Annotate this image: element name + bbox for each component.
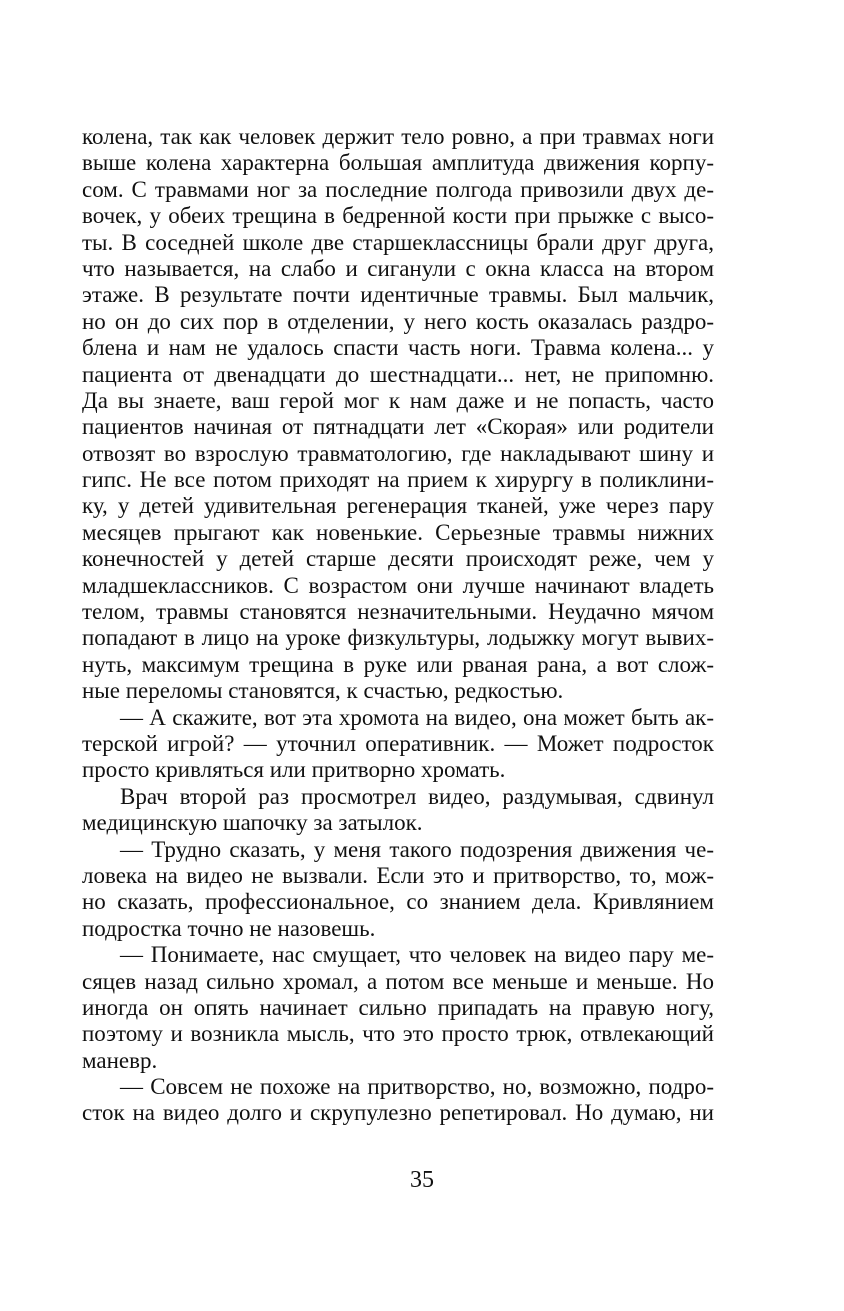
- text-line: ку, у детей удивительная регенерация тканей, уже через пару: [82, 493, 714, 519]
- text-line: что называется, на слабо и сиганули с окна класса на втором: [82, 255, 714, 281]
- text-line: сток на видео долго и скрупулезно репетировал. Но думаю, ни: [82, 1100, 714, 1126]
- text-line: ные переломы становятся, к счастью, редкостью.: [82, 678, 564, 704]
- text-line: ловека на видео не вызвали. Если это и притворство, то, мож-: [82, 862, 714, 888]
- text-line: — Понимаете, нас смущает, что человек на видео пару ме-: [120, 942, 714, 968]
- text-line: гипс. Не все потом приходят на прием к хирургу в поликлини-: [82, 467, 714, 493]
- text-line: конечностей у детей старше десяти происходят реже, чем у: [82, 546, 714, 572]
- text-line: попадают в лицо на уроке физкультуры, лодыжку могут вывих-: [82, 625, 714, 651]
- text-line: младшеклассников. С возрастом они лучше начинают владеть: [82, 572, 714, 598]
- text-line: Врач второй раз просмотрел видео, раздумывая, сдвинул: [120, 783, 714, 809]
- text-line: сом. С травмами ног за последние полгода привозили двух де-: [82, 176, 714, 202]
- text-line: отвозят во взрослую травматологию, где накладывают шину и: [82, 440, 714, 466]
- body-text: [82, 124, 714, 1127]
- text-line: — Совсем не похоже на притворство, но, возможно, подро-: [120, 1074, 714, 1100]
- text-line: маневр.: [82, 1047, 158, 1073]
- text-line: сяцев назад сильно хромал, а потом все меньше и меньше. Но: [82, 968, 714, 994]
- text-line: нуть, максимум трещина в руке или рваная рана, а вот слож-: [82, 651, 714, 677]
- text-line: медицинскую шапочку за затылок.: [82, 810, 423, 836]
- text-line: колена, так как человек держит тело ровно, а при травмах ноги: [82, 124, 714, 149]
- text-line: блена и нам не удалось спасти часть ноги. Травма колена... у: [82, 335, 714, 361]
- text-line: — Трудно сказать, у меня такого подозрения движения че-: [120, 836, 714, 862]
- text-line: вочек, у обеих трещина в бедренной кости при прыжке с высо-: [82, 203, 714, 229]
- text-line: терской игрой? — уточнил оперативник. — Может подросток: [82, 730, 714, 756]
- text-line: Да вы знаете, ваш герой мог к нам даже и не попасть, часто: [82, 387, 714, 413]
- text-line: этаже. В результате почти идентичные травмы. Был мальчик,: [82, 282, 714, 308]
- text-line: телом, травмы становятся незначительными. Неудачно мячом: [82, 599, 714, 625]
- text-line: месяцев прыгают как новенькие. Серьезные травмы нижних: [82, 519, 714, 545]
- text-line: ты. В соседней школе две старшеклассницы брали друг друга,: [82, 229, 714, 255]
- text-line: просто кривляться или притворно хромать.: [82, 757, 506, 783]
- text-line: выше колена характерна большая амплитуда движения корпу-: [82, 150, 714, 176]
- text-line: иногда он опять начинает сильно припадать на правую ногу,: [82, 994, 714, 1020]
- text-line: — А скажите, вот эта хромота на видео, она может быть ак-: [120, 704, 714, 730]
- text-line: поэтому и возникла мысль, что это просто трюк, отвлекающий: [82, 1021, 714, 1047]
- text-line: пациента от двенадцати до шестнадцати... нет, не припомню.: [82, 361, 714, 387]
- text-line: подростка точно не назовешь.: [82, 915, 376, 941]
- page-number: 35: [410, 1167, 434, 1193]
- text-line: но он до сих пор в отделении, у него кость оказалась раздро-: [82, 308, 714, 334]
- text-line: но сказать, профессиональное, со знанием дела. Кривлянием: [82, 889, 714, 915]
- text-line: пациентов начиная от пятнадцати лет «Скорая» или родители: [82, 414, 714, 440]
